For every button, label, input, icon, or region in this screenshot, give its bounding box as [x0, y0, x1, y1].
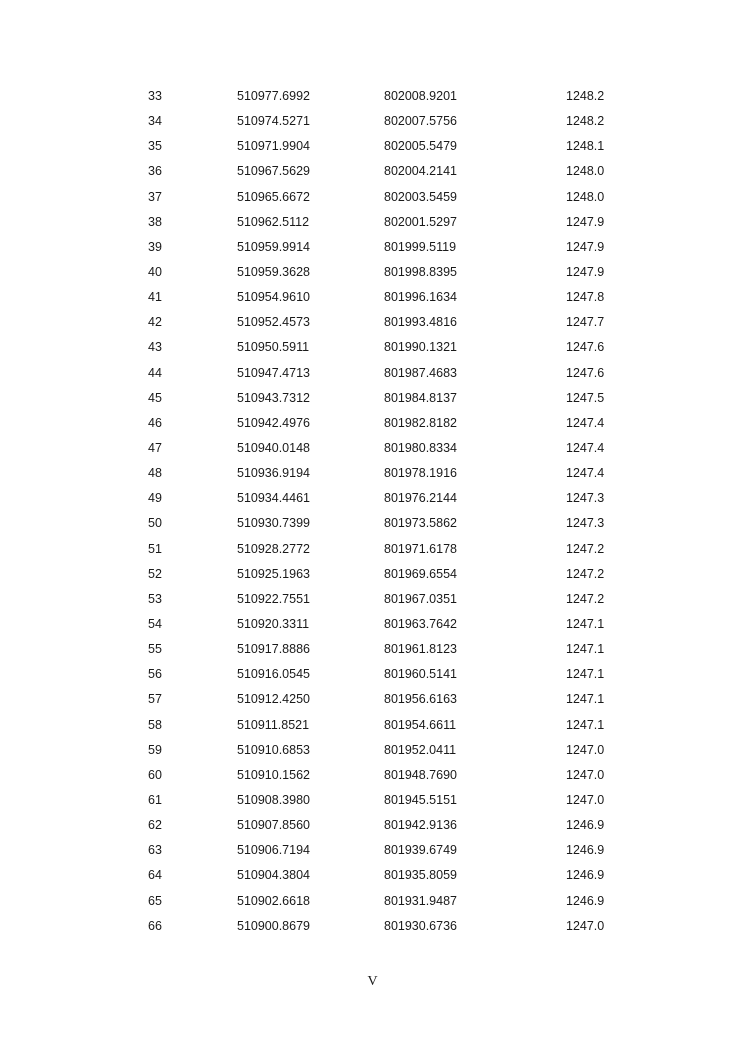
- y-coordinate-cell: 801984.8137: [384, 390, 457, 405]
- elevation-cell: 1247.3: [566, 516, 605, 531]
- point-index-cell: 57: [148, 692, 162, 707]
- point-index-cell: 47: [148, 440, 162, 455]
- table-row: [0, 361, 745, 386]
- elevation-cell: 1246.9: [566, 868, 605, 883]
- elevation-cell: 1248.0: [566, 189, 605, 204]
- elevation-cell: 1247.4: [566, 440, 605, 455]
- elevation-cell: 1247.0: [566, 792, 605, 807]
- table-row: [0, 587, 745, 612]
- point-index-cell: 45: [148, 390, 162, 405]
- x-coordinate-cell: 510954.9610: [237, 290, 310, 305]
- x-coordinate-cell: 510925.1963: [237, 566, 310, 581]
- point-index-cell: 50: [148, 516, 162, 531]
- elevation-cell: 1247.6: [566, 365, 605, 380]
- table-row: [0, 813, 745, 838]
- point-index-cell: 55: [148, 642, 162, 657]
- table-row: [0, 436, 745, 461]
- y-coordinate-cell: 801931.9487: [384, 893, 457, 908]
- table-row: [0, 863, 745, 888]
- elevation-cell: 1247.2: [566, 566, 605, 581]
- y-coordinate-cell: 801954.6611: [384, 717, 457, 732]
- table-row: [0, 763, 745, 788]
- elevation-cell: 1247.4: [566, 415, 605, 430]
- x-coordinate-cell: 510928.2772: [237, 541, 310, 556]
- point-index-cell: 58: [148, 717, 162, 732]
- table-row: [0, 109, 745, 134]
- y-coordinate-cell: 801987.4683: [384, 365, 457, 380]
- elevation-cell: 1248.0: [566, 164, 605, 179]
- table-row: [0, 335, 745, 360]
- x-coordinate-cell: 510902.6618: [237, 893, 310, 908]
- elevation-cell: 1248.2: [566, 89, 605, 103]
- point-index-cell: 44: [148, 365, 162, 380]
- point-index-cell: 46: [148, 415, 162, 430]
- x-coordinate-cell: 510940.0148: [237, 440, 310, 455]
- point-index-cell: 54: [148, 616, 162, 631]
- x-coordinate-cell: 510922.7551: [237, 591, 310, 606]
- y-coordinate-cell: 801945.5151: [384, 792, 457, 807]
- elevation-cell: 1247.1: [566, 667, 605, 682]
- table-row: [0, 511, 745, 536]
- x-coordinate-cell: 510962.5112: [237, 214, 310, 229]
- x-coordinate-cell: 510950.5911: [237, 340, 310, 355]
- elevation-cell: 1246.9: [566, 843, 605, 858]
- x-coordinate-cell: 510900.8679: [237, 918, 310, 933]
- coordinate-table: [0, 84, 745, 939]
- point-index-cell: 33: [148, 89, 162, 103]
- x-coordinate-cell: 510959.3628: [237, 264, 310, 279]
- point-index-cell: 35: [148, 139, 162, 154]
- table-row: [0, 134, 745, 159]
- x-coordinate-cell: 510974.5271: [237, 114, 310, 129]
- point-index-cell: 63: [148, 843, 162, 858]
- y-coordinate-cell: 801961.8123: [384, 642, 457, 657]
- elevation-cell: 1248.2: [566, 114, 605, 129]
- x-coordinate-cell: 510959.9914: [237, 239, 310, 254]
- x-coordinate-cell: 510971.9904: [237, 139, 310, 154]
- table-row: [0, 461, 745, 486]
- table-row: [0, 662, 745, 687]
- y-coordinate-cell: 801963.7642: [384, 616, 457, 631]
- table-row: [0, 310, 745, 335]
- table-row: [0, 486, 745, 511]
- point-index-cell: 66: [148, 918, 162, 933]
- x-coordinate-cell: 510965.6672: [237, 189, 310, 204]
- x-coordinate-cell: 510920.3311: [237, 616, 310, 631]
- y-coordinate-cell: 801967.0351: [384, 591, 457, 606]
- y-coordinate-cell: 801990.1321: [384, 340, 457, 355]
- table-row: [0, 210, 745, 235]
- x-coordinate-cell: 510930.7399: [237, 516, 310, 531]
- table-row: [0, 159, 745, 184]
- y-coordinate-cell: 801960.5141: [384, 667, 457, 682]
- y-coordinate-cell: 801999.5119: [384, 239, 457, 254]
- y-coordinate-cell: 801939.6749: [384, 843, 457, 858]
- elevation-cell: 1246.9: [566, 893, 605, 908]
- y-coordinate-cell: 801996.1634: [384, 290, 457, 305]
- table-row: [0, 411, 745, 436]
- elevation-cell: 1247.9: [566, 239, 605, 254]
- point-index-cell: 48: [148, 466, 162, 481]
- x-coordinate-cell: 510942.4976: [237, 415, 310, 430]
- y-coordinate-cell: 801942.9136: [384, 818, 457, 833]
- point-index-cell: 41: [148, 290, 162, 305]
- elevation-cell: 1247.2: [566, 591, 605, 606]
- x-coordinate-cell: 510952.4573: [237, 315, 310, 330]
- point-index-cell: 40: [148, 264, 162, 279]
- elevation-cell: 1247.0: [566, 767, 605, 782]
- x-coordinate-cell: 510910.1562: [237, 767, 310, 782]
- y-coordinate-cell: 801980.8334: [384, 440, 457, 455]
- y-coordinate-cell: 802004.2141: [384, 164, 457, 179]
- y-coordinate-cell: 801952.0411: [384, 742, 457, 757]
- table-row: [0, 637, 745, 662]
- y-coordinate-cell: 802007.5756: [384, 114, 457, 129]
- y-coordinate-cell: 801948.7690: [384, 767, 457, 782]
- table-row: [0, 386, 745, 411]
- table-row: [0, 788, 745, 813]
- x-coordinate-cell: 510936.9194: [237, 466, 310, 481]
- table-row: [0, 713, 745, 738]
- y-coordinate-cell: 801930.6736: [384, 918, 457, 933]
- point-index-cell: 65: [148, 893, 162, 908]
- x-coordinate-cell: 510934.4461: [237, 491, 310, 506]
- elevation-cell: 1247.6: [566, 340, 605, 355]
- elevation-cell: 1247.4: [566, 466, 605, 481]
- elevation-cell: 1247.9: [566, 264, 605, 279]
- elevation-cell: 1247.3: [566, 491, 605, 506]
- y-coordinate-cell: 801969.6554: [384, 566, 457, 581]
- elevation-cell: 1247.1: [566, 616, 605, 631]
- y-coordinate-cell: 801976.2144: [384, 491, 457, 506]
- elevation-cell: 1247.8: [566, 290, 605, 305]
- table-row: [0, 537, 745, 562]
- elevation-cell: 1247.1: [566, 717, 605, 732]
- table-row: [0, 235, 745, 260]
- elevation-cell: 1247.0: [566, 918, 605, 933]
- point-index-cell: 34: [148, 114, 162, 129]
- point-index-cell: 64: [148, 868, 162, 883]
- x-coordinate-cell: 510904.3804: [237, 868, 310, 883]
- y-coordinate-cell: 801971.6178: [384, 541, 457, 556]
- x-coordinate-cell: 510906.7194: [237, 843, 310, 858]
- point-index-cell: 38: [148, 214, 162, 229]
- point-index-cell: 60: [148, 767, 162, 782]
- y-coordinate-cell: 801978.1916: [384, 466, 457, 481]
- x-coordinate-cell: 510967.5629: [237, 164, 310, 179]
- table-row: [0, 285, 745, 310]
- x-coordinate-cell: 510912.4250: [237, 692, 310, 707]
- elevation-cell: 1247.9: [566, 214, 605, 229]
- x-coordinate-cell: 510911.8521: [237, 717, 310, 732]
- elevation-cell: 1246.9: [566, 818, 605, 833]
- elevation-cell: 1247.0: [566, 742, 605, 757]
- x-coordinate-cell: 510907.8560: [237, 818, 310, 833]
- x-coordinate-cell: 510947.4713: [237, 365, 310, 380]
- x-coordinate-cell: 510908.3980: [237, 792, 310, 807]
- point-index-cell: 53: [148, 591, 162, 606]
- point-index-cell: 51: [148, 541, 162, 556]
- x-coordinate-cell: 510910.6853: [237, 742, 310, 757]
- table-row: [0, 612, 745, 637]
- table-row: [0, 889, 745, 914]
- y-coordinate-cell: 801982.8182: [384, 415, 457, 430]
- table-row: [0, 914, 745, 939]
- point-index-cell: 61: [148, 792, 162, 807]
- elevation-cell: 1247.2: [566, 541, 605, 556]
- y-coordinate-cell: 801956.6163: [384, 692, 457, 707]
- table-row: [0, 687, 745, 712]
- y-coordinate-cell: 802003.5459: [384, 189, 457, 204]
- point-index-cell: 39: [148, 239, 162, 254]
- table-row: [0, 185, 745, 210]
- table-row: [0, 260, 745, 285]
- y-coordinate-cell: 802008.9201: [384, 89, 457, 103]
- point-index-cell: 43: [148, 340, 162, 355]
- elevation-cell: 1247.5: [566, 390, 605, 405]
- x-coordinate-cell: 510916.0545: [237, 667, 310, 682]
- y-coordinate-cell: 801998.8395: [384, 264, 457, 279]
- table-row: [0, 84, 745, 109]
- table-row: [0, 562, 745, 587]
- point-index-cell: 49: [148, 491, 162, 506]
- point-index-cell: 56: [148, 667, 162, 682]
- y-coordinate-cell: 801935.8059: [384, 868, 457, 883]
- point-index-cell: 37: [148, 189, 162, 204]
- point-index-cell: 52: [148, 566, 162, 581]
- y-coordinate-cell: 802005.5479: [384, 139, 457, 154]
- elevation-cell: 1247.7: [566, 315, 605, 330]
- y-coordinate-cell: 801993.4816: [384, 315, 457, 330]
- elevation-cell: 1248.1: [566, 139, 605, 154]
- y-coordinate-cell: 802001.5297: [384, 214, 457, 229]
- point-index-cell: 42: [148, 315, 162, 330]
- x-coordinate-cell: 510943.7312: [237, 390, 310, 405]
- x-coordinate-cell: 510977.6992: [237, 89, 310, 103]
- point-index-cell: 59: [148, 742, 162, 757]
- page-number: V: [367, 974, 378, 989]
- table-row: [0, 838, 745, 863]
- point-index-cell: 62: [148, 818, 162, 833]
- elevation-cell: 1247.1: [566, 642, 605, 657]
- elevation-cell: 1247.1: [566, 692, 605, 707]
- x-coordinate-cell: 510917.8886: [237, 642, 310, 657]
- table-row: [0, 738, 745, 763]
- y-coordinate-cell: 801973.5862: [384, 516, 457, 531]
- point-index-cell: 36: [148, 164, 162, 179]
